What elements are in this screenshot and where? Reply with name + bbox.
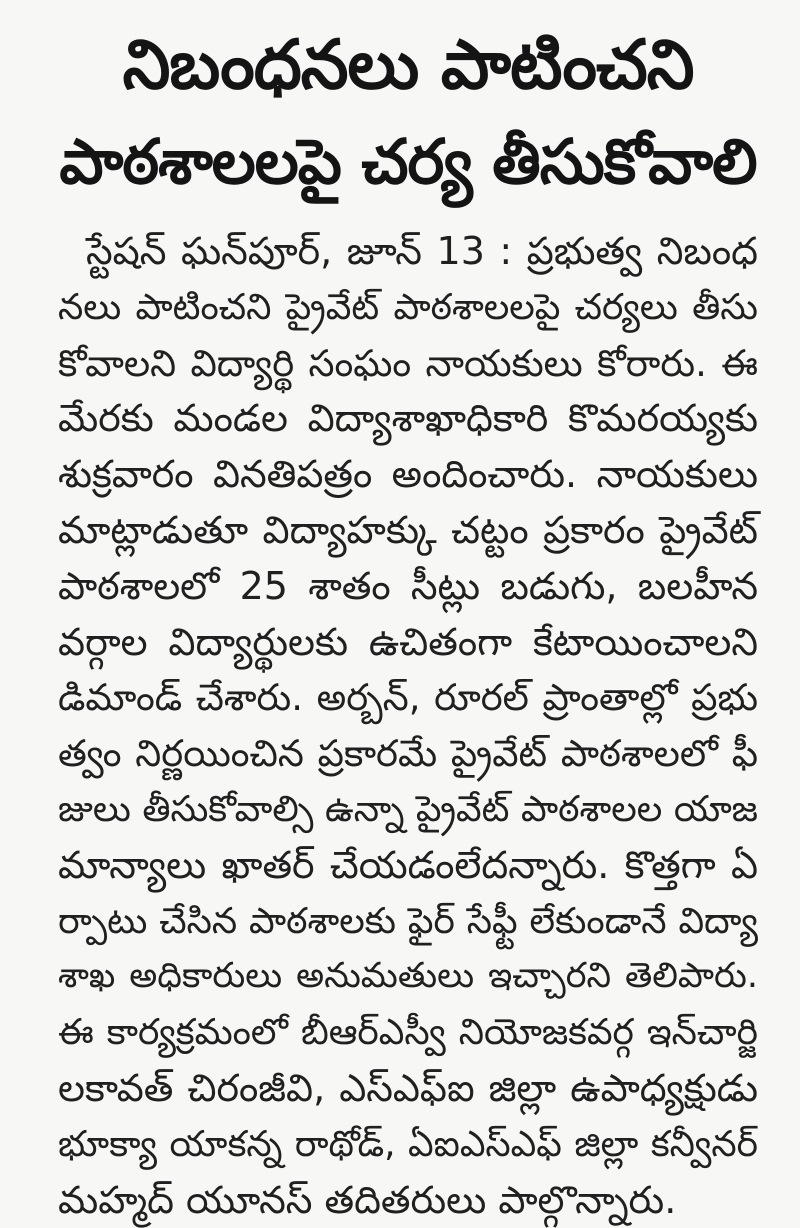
body-line: శాఖ అధికారులు అనుమతులు ఇచ్చారని తెలిపారు.	[58, 956, 758, 997]
body-line: శుక్రవారం వినతిపత్రం అందించారు. నాయకులు	[58, 452, 758, 497]
article-body	[58, 224, 758, 1228]
body-line: మేరకు మండల విద్యాశాఖాధికారి కొమరయ్యకు	[58, 396, 758, 441]
body-line: భూక్యా యాకన్న రాథోడ్, ఏఐఎస్ఎఫ్ జిల్లా కన్వీనర్	[58, 1123, 758, 1165]
body-line: జులు తీసుకోవాల్సి ఉన్నా ప్రైవేట్ పాఠశాలల యాజ	[58, 788, 758, 830]
body-line: కోవాలని విద్యార్థి సంఘం నాయకులు కోరారు. ఈ	[58, 341, 758, 385]
body-line: పాఠశాలలో 25 శాతం సీట్లు బడుగు, బలహీన	[58, 563, 758, 608]
body-line: వర్గాల విద్యార్థులకు ఉచితంగా కేటాయించాలని	[58, 619, 758, 664]
headline-line-2: పాఠశాలలపై చర్య తీసుకోవాలి	[59, 125, 757, 198]
body-line: డిమాండ్ చేశారు. అర్బన్, రూరల్ ప్రాంతాల్లో ప్రభు	[58, 676, 758, 720]
body-line: స్టేషన్ ఘన్‌పూర్, జూన్ 13 : ప్రభుత్వ నిబంధ	[86, 229, 758, 273]
body-line: ర్పాటు చేసిన పాఠశాలకు ఫైర్ సేఫ్టీ లేకుండానే విద్యా	[58, 900, 758, 942]
body-line: నలు పాటించని ప్రైవేట్ పాఠశాలలపై చర్యలు తీసు	[58, 286, 758, 328]
body-line: మహ్మద్ యూనస్ తదితరులు పాల్గొన్నారు.	[58, 1177, 677, 1222]
article-headline	[58, 18, 758, 210]
body-line: త్వం నిర్ణయించిన ప్రకారమే ప్రైవేట్ పాఠశాలలో ఫీ	[58, 732, 758, 776]
body-line: మాట్లాడుతూ విద్యాహక్కు చట్టం ప్రకారం ప్రైవేట్	[58, 507, 758, 552]
body-line: లకావత్ చిరంజీవి, ఎస్ఎఫ్ఐ జిల్లా ఉపాధ్యక్షుడు	[58, 1065, 758, 1110]
body-line: ఈ కార్యక్రమంలో బీఆర్ఎస్వీ నియోజకవర్గ ఇన్‌చార్జి	[58, 1012, 758, 1054]
body-line: మాన్యాలు ఖాతర్ చేయడంలేదన్నారు. కొత్తగా ఏ	[58, 842, 758, 887]
headline-line-1: నిబంధనలు పాటించని	[122, 26, 694, 105]
